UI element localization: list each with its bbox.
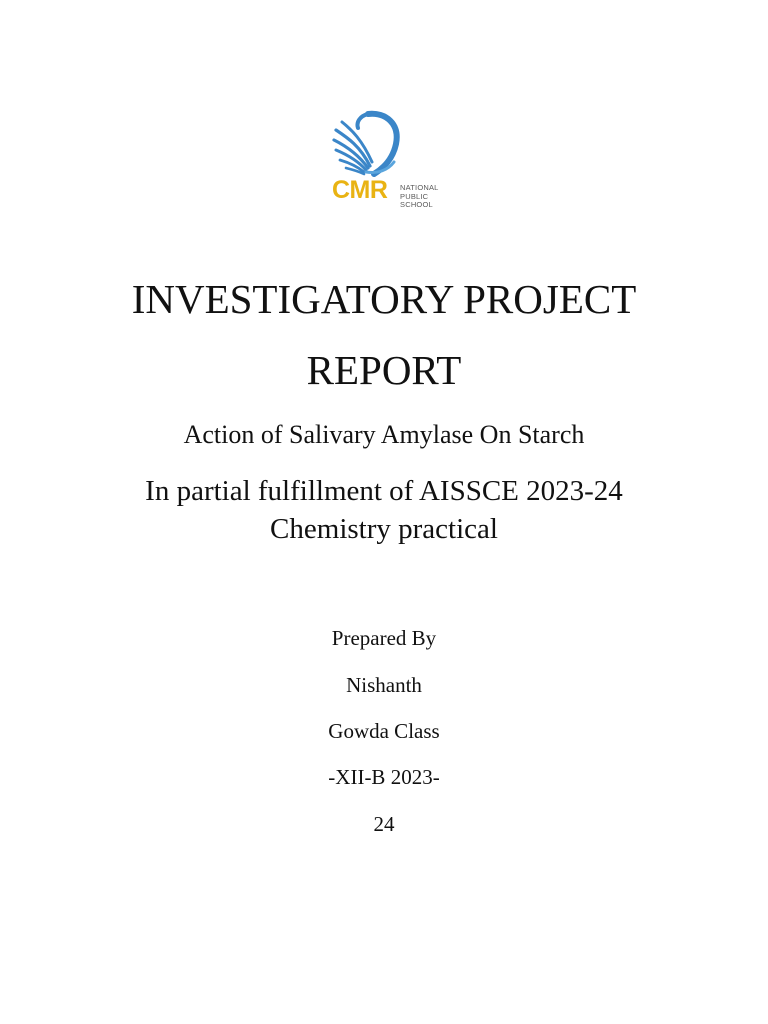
logo-subtext-line2: PUBLIC (400, 191, 429, 201)
fulfillment-line2: Chemistry practical (270, 513, 498, 545)
class-line2: 24 (373, 812, 395, 836)
school-logo (330, 110, 450, 220)
report-title-line1: INVESTIGATORY PROJECT (131, 276, 637, 322)
logo-subtext (400, 184, 439, 210)
author-line2: Gowda Class (328, 719, 440, 743)
author-line1: Nishanth (346, 673, 422, 697)
logo-subtext-line3: SCHOOL (400, 200, 433, 209)
swan-emblem-icon (330, 110, 420, 182)
class-line1: -XII-B 2023- (328, 765, 440, 789)
report-title-line2: REPORT (306, 347, 462, 393)
fulfillment-line1: In partial fulfillment of AISSCE 2023-24 (145, 475, 623, 507)
prepared-by-label: Prepared By (331, 626, 437, 650)
logo-brand-text: CMR (332, 176, 388, 204)
project-subtitle: Action of Salivary Amylase On Starch (183, 420, 585, 449)
logo-subtext-line1: NATIONAL (400, 183, 439, 192)
